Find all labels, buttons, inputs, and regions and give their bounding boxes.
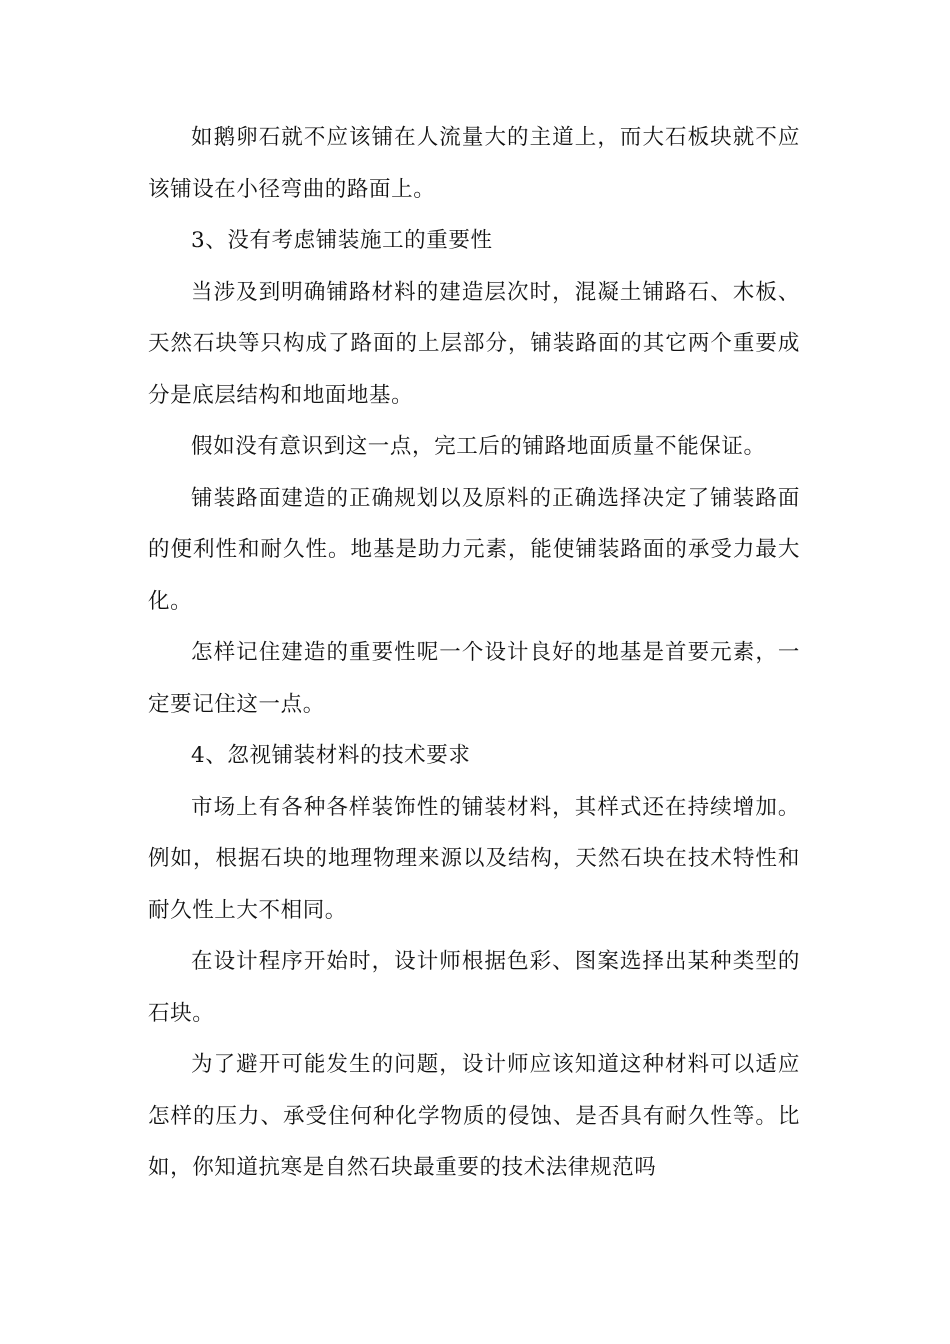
- paragraph-quality-warning: 假如没有意识到这一点，完工后的铺路地面质量不能保证。: [191, 434, 766, 459]
- section-heading-4: 4、忽视铺装材料的技术要求: [191, 743, 471, 768]
- paragraph-paving-layers: 当涉及到明确铺路材料的建造层次时，混凝土铺路石、木板、天然石块等只构成了路面的上层部分，铺装路面的其它两个重要成分是底层结构和地面地基。: [148, 279, 800, 408]
- document-body: [148, 112, 800, 1194]
- paragraph-planning-durability: 铺装路面建造的正确规划以及原料的正确选择决定了铺装路面的便利性和耐久性。地基是助力元素，能使铺装路面的承受力最大化。: [148, 485, 800, 614]
- paragraph-material-requirements: 为了避开可能发生的问题，设计师应该知道这种材料可以适应怎样的压力、承受住何种化学物质的侵蚀、是否具有耐久性等。比如，你知道抗寒是自然石块最重要的技术法律规范吗: [148, 1052, 800, 1180]
- paragraph-design-selection: 在设计程序开始时，设计师根据色彩、图案选择出某种类型的石块。: [148, 949, 800, 1026]
- paragraph-stone-placement: 如鹅卵石就不应该铺在人流量大的主道上，而大石板块就不应该铺设在小径弯曲的路面上。: [148, 125, 800, 202]
- paragraph-foundation-importance: 怎样记住建造的重要性呢一个设计良好的地基是首要元素，一定要记住这一点。: [148, 640, 800, 717]
- paragraph-material-variety: 市场上有各种各样装饰性的铺装材料，其样式还在持续增加。例如，根据石块的地理物理来源以及结构，天然石块在技术特性和耐久性上大不相同。: [148, 794, 800, 923]
- section-heading-3: 3、没有考虑铺装施工的重要性: [191, 228, 493, 253]
